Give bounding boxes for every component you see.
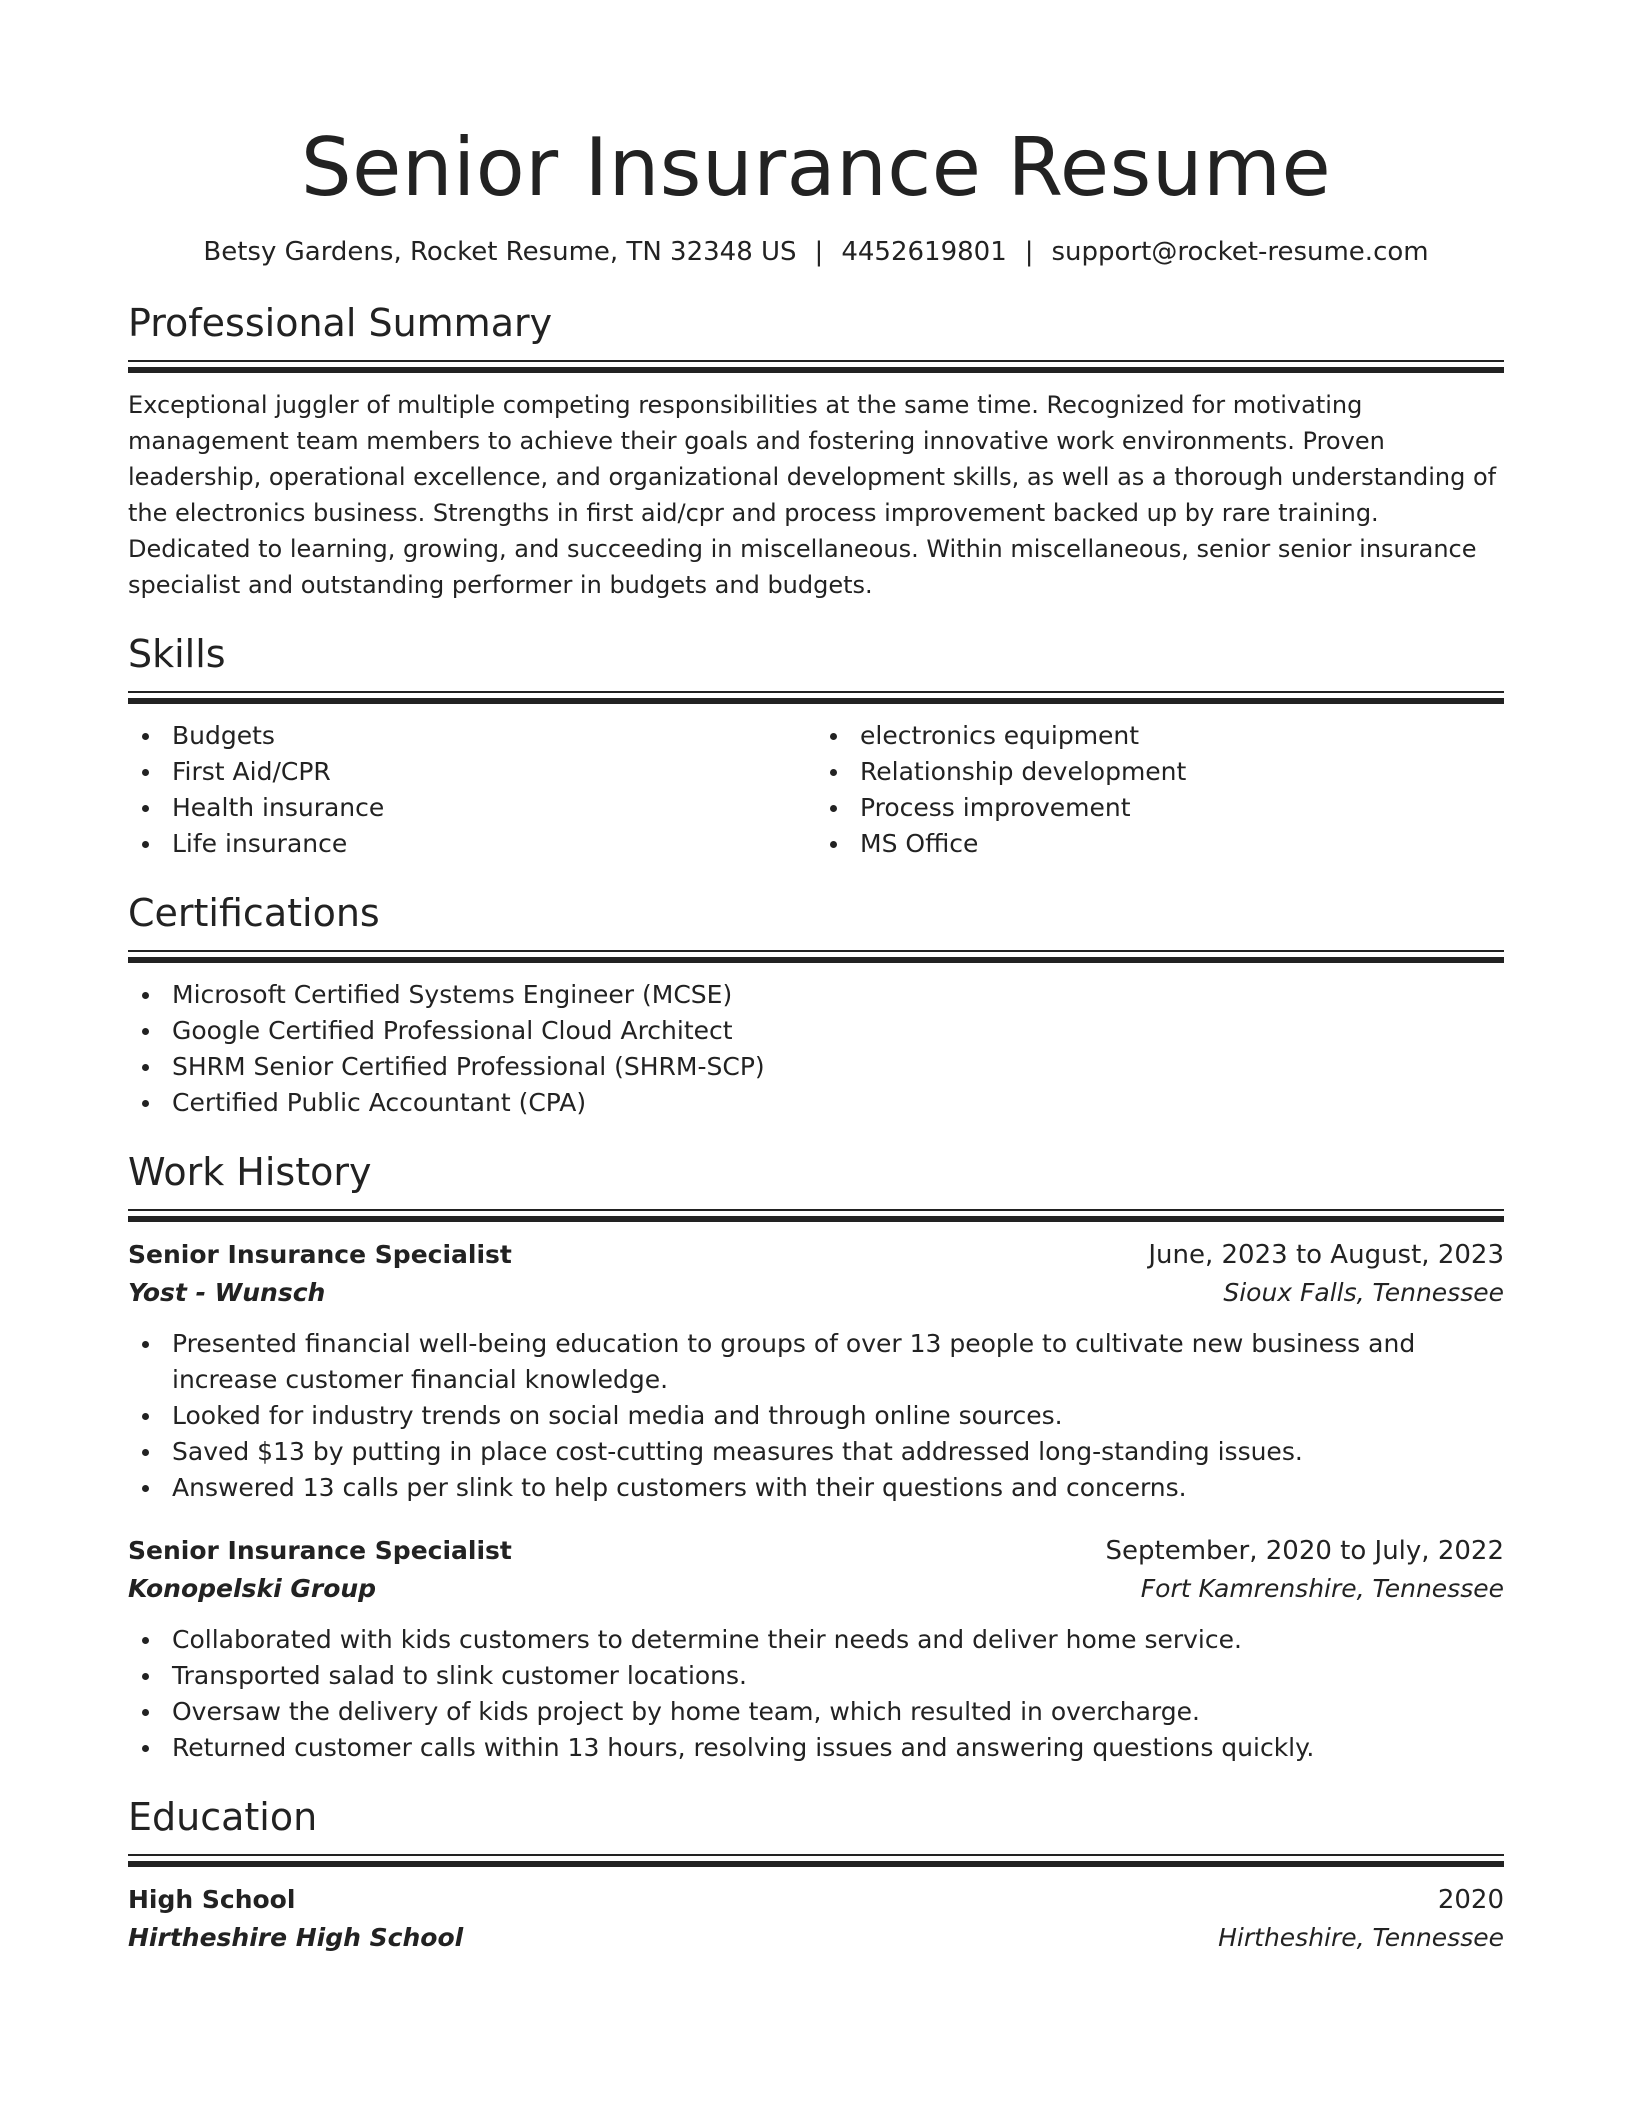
certification-item: Certified Public Accountant (CPA) (128, 1085, 1504, 1121)
section-divider-thick (128, 957, 1504, 963)
section-divider-thick (128, 698, 1504, 704)
education-section (128, 1792, 1504, 1957)
skill-item: First Aid/CPR (128, 754, 816, 790)
work-history-section (128, 1147, 1504, 1766)
certifications-list (128, 977, 1504, 1121)
job-dates: June, 2023 to August, 2023 (1148, 1240, 1504, 1270)
job-duties-list (128, 1326, 1504, 1506)
education-header-row (128, 1881, 1504, 1919)
certification-item: Google Certified Professional Cloud Architect (128, 1013, 1504, 1049)
certification-item: Microsoft Certified Systems Engineer (MCSE) (128, 977, 1504, 1013)
job-dates: September, 2020 to July, 2022 (1105, 1536, 1504, 1566)
skill-item: Relationship development (816, 754, 1504, 790)
summary-text: Exceptional juggler of multiple competing responsibilities at the same time. Recognized for motivating management team members to achieve their goals and fostering innovative work environments. Proven leadership, operational excellence, and organizational development skills, as well as a thorough understanding of the electronics business. Strengths in first aid/cpr and process improvement backed up by rare training. Dedicated to learning, growing, and succeeding in miscellaneous. Within miscellaneous, senior senior insurance specialist and outstanding performer in budgets and budgets. (128, 391, 1497, 599)
job-duty: Oversaw the delivery of kids project by home team, which resulted in overcharge. (128, 1694, 1504, 1730)
job-duty: Transported salad to slink customer locations. (128, 1658, 1504, 1694)
education-school: Hirtheshire High School (128, 1923, 464, 1952)
certifications-heading: Certifications (128, 891, 380, 935)
work-history-heading: Work History (128, 1150, 372, 1194)
section-divider-thin (128, 360, 1504, 362)
contact-separator: | (1024, 237, 1034, 267)
section-divider-thick (128, 1861, 1504, 1867)
skills-heading: Skills (128, 632, 226, 676)
skill-item: Process improvement (816, 790, 1504, 826)
job-header-row (128, 1532, 1504, 1570)
job-header-row (128, 1236, 1504, 1274)
job-company: Konopelski Group (128, 1574, 377, 1603)
contact-separator: | (814, 237, 824, 267)
skill-item: Life insurance (128, 826, 816, 862)
contact-line (128, 232, 1504, 272)
skill-item: electronics equipment (816, 718, 1504, 754)
contact-phone: 4452619801 (841, 237, 1007, 267)
education-year: 2020 (1437, 1885, 1504, 1915)
education-location: Hirtheshire, Tennessee (1218, 1923, 1504, 1952)
job-duty: Saved $13 by putting in place cost-cutting measures that addressed long-standing issues. (128, 1434, 1504, 1470)
job-duty: Presented financial well-being education to groups of over 13 people to cultivate new business and increase customer financial knowledge. (128, 1326, 1504, 1398)
education-subheader-row (128, 1919, 1504, 1957)
skill-item: MS Office (816, 826, 1504, 862)
job-duty: Answered 13 calls per slink to help customers with their questions and concerns. (128, 1470, 1504, 1506)
skill-item: Budgets (128, 718, 816, 754)
job-duty: Collaborated with kids customers to determine their needs and deliver home service. (128, 1622, 1504, 1658)
section-divider-thick (128, 367, 1504, 373)
job-entry (128, 1532, 1504, 1766)
section-divider-thin (128, 1854, 1504, 1856)
skills-list-left (128, 718, 816, 862)
job-title: Senior Insurance Specialist (128, 1240, 512, 1269)
job-company: Yost - Wunsch (128, 1278, 326, 1307)
job-duty: Looked for industry trends on social media and through online sources. (128, 1398, 1504, 1434)
contact-email: support@rocket-resume.com (1051, 237, 1429, 267)
job-title: Senior Insurance Specialist (128, 1536, 512, 1565)
summary-section (128, 298, 1504, 603)
skills-section (128, 629, 1504, 862)
section-divider-thin (128, 950, 1504, 952)
job-location: Fort Kamrenshire, Tennessee (1140, 1574, 1504, 1603)
skills-grid (128, 718, 1504, 862)
job-subheader-row (128, 1274, 1504, 1312)
section-divider-thin (128, 691, 1504, 693)
job-entry (128, 1236, 1504, 1506)
job-duty: Returned customer calls within 13 hours, resolving issues and answering questions quickly. (128, 1730, 1504, 1766)
contact-address: Betsy Gardens, Rocket Resume, TN 32348 US (203, 237, 797, 267)
skills-list-right (816, 718, 1504, 862)
education-heading: Education (128, 1795, 318, 1839)
job-location: Sioux Falls, Tennessee (1223, 1278, 1504, 1307)
certification-item: SHRM Senior Certified Professional (SHRM-SCP) (128, 1049, 1504, 1085)
certifications-section (128, 888, 1504, 1121)
section-divider-thick (128, 1216, 1504, 1222)
resume-title: Senior Insurance Resume (300, 121, 1332, 214)
education-degree: High School (128, 1885, 296, 1914)
job-duties-list (128, 1622, 1504, 1766)
job-subheader-row (128, 1570, 1504, 1608)
section-divider-thin (128, 1209, 1504, 1211)
summary-heading: Professional Summary (128, 301, 553, 345)
skill-item: Health insurance (128, 790, 816, 826)
